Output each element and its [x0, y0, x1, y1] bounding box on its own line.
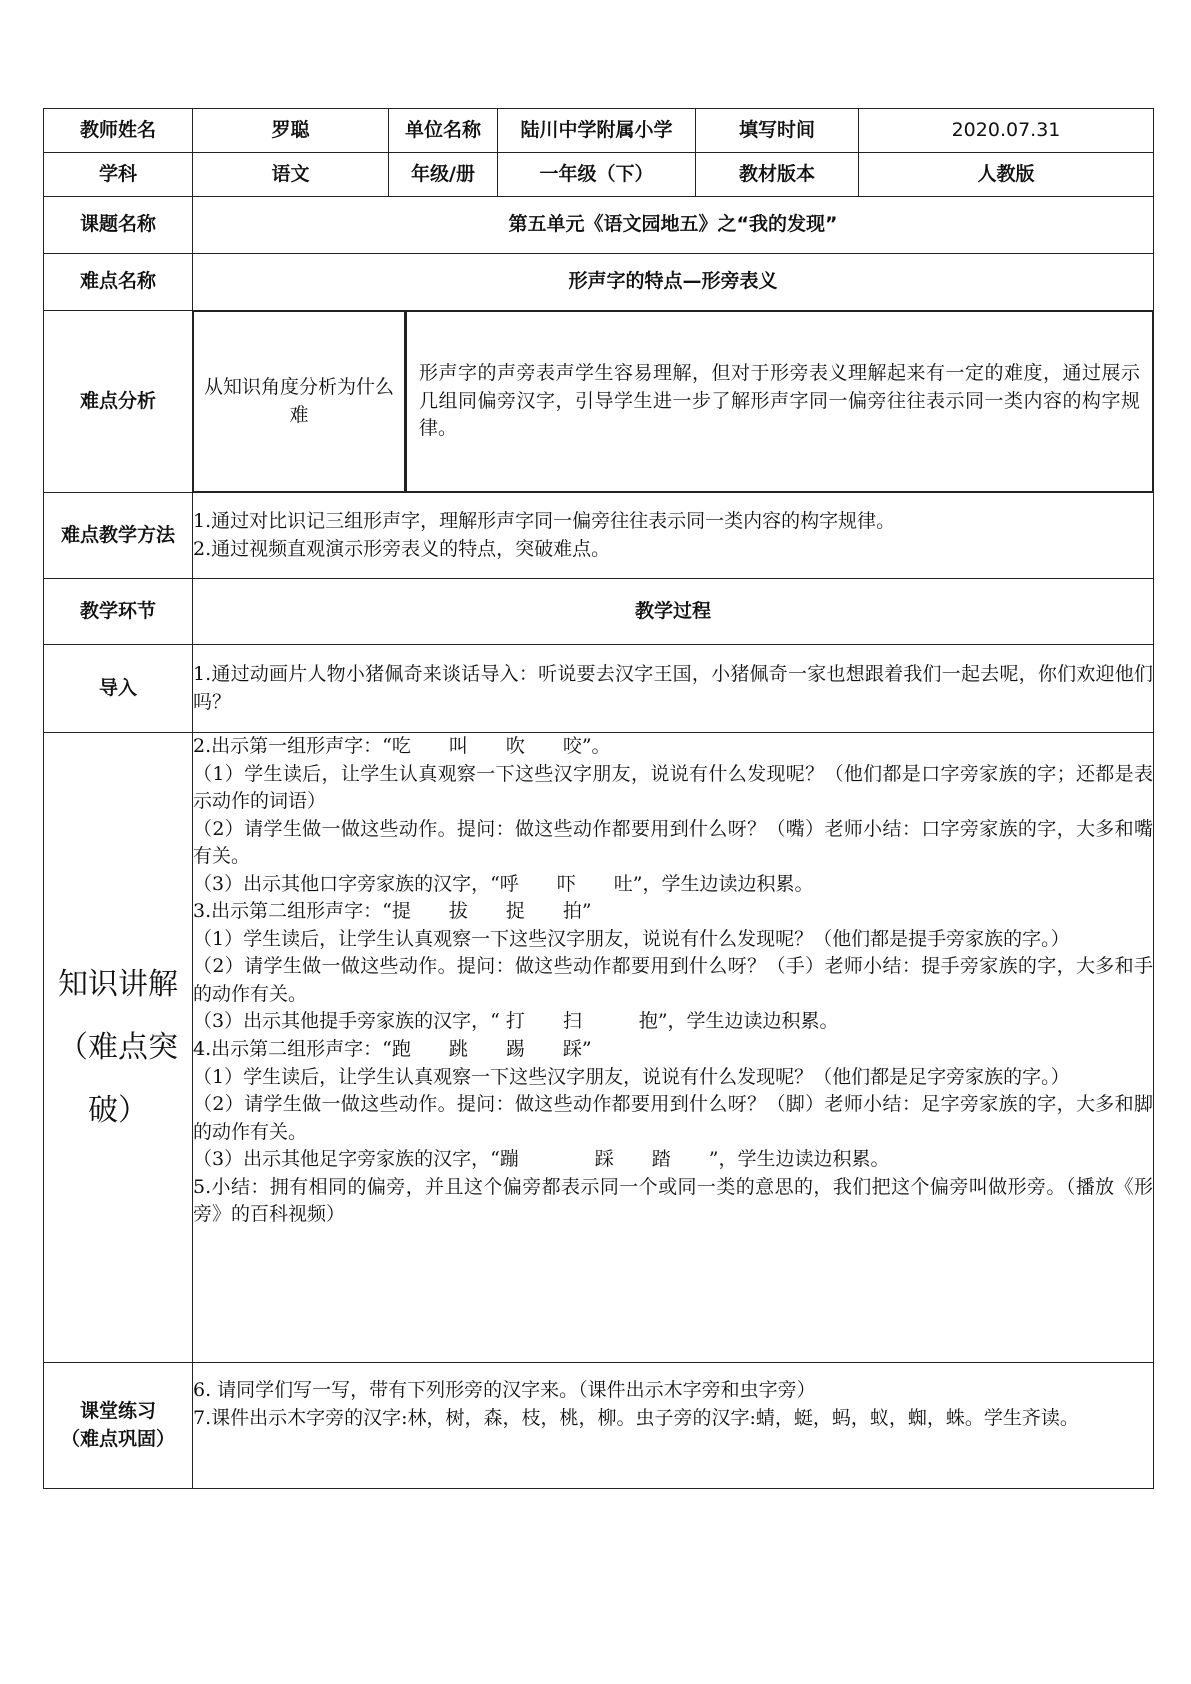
analysis-inner [193, 311, 1153, 492]
knowledge-line: 5.小结：拥有相同的偏旁，并且这个偏旁都表示同一个或同一类的意思的，我们把这个偏旁叫做形旁。（播放《形旁》的百科视频） [193, 1175, 1153, 1226]
subject-value: 语文 [193, 153, 389, 197]
knowledge-line: 3.出示第二组形声字：“提 拔 捉 拍” [193, 900, 592, 923]
topic-row [44, 197, 1154, 254]
knowledge-label-line-1: 知识讲解 [58, 967, 178, 1002]
difficulty-row [44, 254, 1154, 311]
difficulty-value: 形声字的特点—形旁表义 [193, 254, 1154, 311]
grade-label: 年级/册 [389, 153, 498, 197]
edition-label: 教材版本 [696, 153, 859, 197]
knowledge-line: （3）出示其他提手旁家族的汉字，“ 打 扫 抱”，学生边读边积累。 [193, 1010, 839, 1033]
knowledge-line: 2.出示第一组形声字：“吃 叫 吹 咬”。 [193, 735, 611, 757]
practice-label-line-1: 课堂练习 [79, 1399, 156, 1422]
teacher-value: 罗聪 [193, 109, 389, 153]
process-value: 教学过程 [193, 579, 1154, 645]
method-line-1: 1.通过对比识记三组形声字，理解形声字同一偏旁往往表示同一类内容的构字规律。 [193, 509, 896, 532]
knowledge-content [193, 733, 1154, 1363]
analysis-label: 难点分析 [44, 311, 193, 493]
teacher-label: 教师姓名 [44, 109, 193, 153]
knowledge-line: （1）学生读后，让学生认真观察一下这些汉字朋友，说说有什么发现呢？（他们都是足字旁家族的字。） [193, 1065, 1070, 1088]
difficulty-label: 难点名称 [44, 254, 193, 311]
topic-value: 第五单元《语文园地五》之“我的发现” [193, 197, 1154, 254]
subject-label: 学科 [44, 153, 193, 197]
analysis-text: 形声字的声旁表声学生容易理解，但对于形旁表义理解起来有一定的难度，通过展示几组同偏旁汉字，引导学生进一步了解形声字同一偏旁往往表示同一类内容的构字规律。 [406, 312, 1153, 492]
knowledge-line: （1）学生读后，让学生认真观察一下这些汉字朋友，说说有什么发现呢？（他们都是提手旁家族的字。） [193, 927, 1070, 950]
unit-label: 单位名称 [389, 109, 498, 153]
method-label: 难点教学方法 [44, 493, 193, 579]
process-header-row [44, 579, 1154, 645]
practice-line: 6. 请同学们写一写，带有下列形旁的汉字来。（课件出示木字旁和虫字旁） [193, 1379, 816, 1401]
time-value: 2020.07.31 [859, 109, 1154, 153]
analysis-content [193, 311, 1154, 493]
knowledge-line: 4.出示第二组形声字：“跑 跳 踢 踩” [193, 1038, 592, 1061]
knowledge-label-line-2: （难点突 [58, 1030, 178, 1065]
knowledge-row [44, 733, 1154, 1363]
practice-label [44, 1363, 193, 1489]
grade-value: 一年级（下） [498, 153, 696, 197]
knowledge-label [44, 733, 193, 1363]
knowledge-line: （2）请学生做一做这些动作。提问：做这些动作都要用到什么呀？（手）老师小结：提手旁家族的字，大多和手的动作有关。 [193, 955, 1153, 1005]
method-content [193, 493, 1154, 579]
analysis-row [44, 311, 1154, 493]
unit-value: 陆川中学附属小学 [498, 109, 696, 153]
practice-label-line-2: （难点巩固） [60, 1427, 175, 1450]
practice-content [193, 1363, 1154, 1489]
time-label: 填写时间 [696, 109, 859, 153]
knowledge-line: （1）学生读后，让学生认真观察一下这些汉字朋友，说说有什么发现呢？（他们都是口字旁家族的字；还都是表示动作的词语） [193, 762, 1153, 813]
practice-row [44, 1363, 1154, 1489]
practice-line: 7.课件出示木字旁的汉字:林，树，森，枝，桃，柳。虫子旁的汉字:蜻，蜓，蚂，蚁，蜘，蛛。学生齐读。 [193, 1406, 1079, 1429]
intro-text: 1.通过动画片人物小猪佩奇来谈话导入：听说要去汉字王国，小猪佩奇一家也想跟着我们一起去呢，你们欢迎他们吗？ [193, 645, 1154, 733]
intro-label: 导入 [44, 645, 193, 733]
topic-label: 课题名称 [44, 197, 193, 254]
knowledge-line: （3）出示其他口字旁家族的汉字，“呼 吓 吐”，学生边读边积累。 [193, 872, 814, 895]
lesson-plan-table [43, 108, 1154, 1489]
knowledge-line: （2）请学生做一做这些动作。提问：做这些动作都要用到什么呀？（脚）老师小结：足字旁家族的字，大多和脚的动作有关。 [193, 1093, 1153, 1143]
header-row-2 [44, 153, 1154, 197]
knowledge-line: （3）出示其他足字旁家族的汉字，“蹦 踩 踏 ”，学生边读边积累。 [193, 1148, 890, 1171]
analysis-angle: 从知识角度分析为什么难 [194, 312, 406, 492]
knowledge-line: （2）请学生做一做这些动作。提问：做这些动作都要用到什么呀？（嘴）老师小结：口字旁家族的字，大多和嘴有关。 [193, 817, 1153, 868]
process-label: 教学环节 [44, 579, 193, 645]
intro-row [44, 645, 1154, 733]
method-row [44, 493, 1154, 579]
method-line-2: 2.通过视频直观演示形旁表义的特点，突破难点。 [193, 537, 611, 560]
header-row-1 [44, 109, 1154, 153]
edition-value: 人教版 [859, 153, 1154, 197]
knowledge-label-line-3: 破） [88, 1093, 148, 1128]
